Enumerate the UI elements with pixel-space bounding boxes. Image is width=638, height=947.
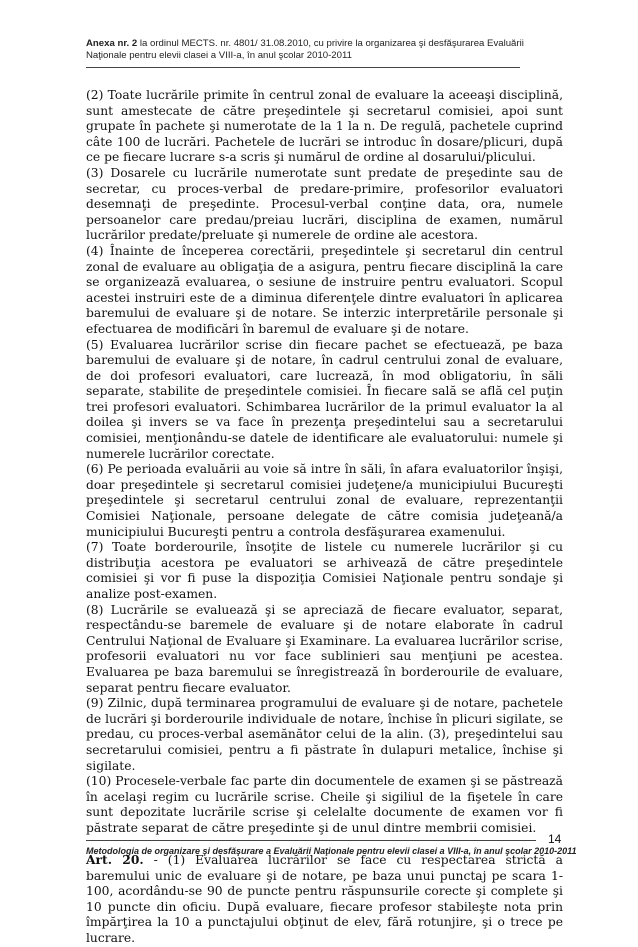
paragraph-4: (4) Înainte de începerea corectării, preşedintele şi secretarul din centrul zonal de evaluare au obligaţia de a asigura, pentru fiecare disciplină la care se organizează evaluarea, o sesiune de instruire pentru evaluatori. Scopul acestei instruiri este de a diminua diferenţele dintre evaluatori în aplicarea baremului de evaluare şi de notare. Se interzic interpretările personale şi efectuarea de modificări în baremul de evaluare şi de notare.: [86, 243, 563, 336]
paragraph-5: (5) Evaluarea lucrărilor scrise din fiecare pachet se efectuează, pe baza baremului de evaluare şi de notare, în cadrul centrului zonal de evaluare, de doi profesori evaluatori, care lucrează, în mod obligatoriu, în săli separate, stabilite de preşedintele comisiei. În fiecare sală se află cel puţin trei profesori evaluatori. Schimbarea lucrărilor de la primul evaluator la al doilea şi invers se va face în prezenţa preşedintelui sau a secretarului comisiei, menţionându-se datele de identificare ale evaluatorului: numele şi numerele lucrărilor corectate.: [86, 337, 563, 461]
paragraph-10: (10) Procesele-verbale fac parte din documentele de examen şi se păstrează în acelaşi regim cu lucrările scrise. Cheile şi sigiliul de la fişetele în care sunt depozitate lucrările scrise şi celelalte documente de examen vor fi păstrate separat de către preşedinte şi de unul dintre membrii comisiei.: [86, 774, 563, 835]
page-header: [86, 38, 556, 62]
paragraph-6: (6) Pe perioada evaluării au voie să intre în săli, în afara evaluatorilor înşişi, doar preşedintele şi secretarul comisiei judeţene/a municipiului Bucureşti preşedintele şi secretarul centrului zonal de evaluare, reprezentanţii Comisiei Naţionale, persoane delegate de către comisia judeţeană/a municipiului Bucureşti pentru a controla desfăşurarea examenului.: [86, 462, 563, 539]
paragraph-7: (7) Toate borderourile, însoţite de listele cu numerele lucrărilor şi cu distribuţia acestora pe evaluatori se arhivează de către preşedintele comisiei şi vor fi puse la dispoziţia Comisiei Naţionale pentru sondaje şi analize post-examen.: [86, 540, 563, 601]
article-20: [86, 852, 563, 947]
paragraph-9: (9) Zilnic, după terminarea programului de evaluare şi de notare, pachetele de lucrări şi borderourile individuale de notare, închise în plicuri sigilate, se predau, cu proces-verbal asemănător celui de la alin. (3), preşedintelui sau secretarului comisiei, pentru a fi păstrate în dulapuri metalice, închise şi sigilate.: [86, 696, 563, 773]
paragraph-3: (3) Dosarele cu lucrările numerotate sunt predate de preşedinte sau de secretar, cu proces-verbal de predare-primire, profesorilor evaluatori desemnaţi de preşedinte. Procesul-verbal conţine data, ora, numele persoanelor care predau/preiau lucrări, disciplina de examen, numărul lucrărilor predate/preluate şi numerele de ordine ale acestora.: [86, 165, 563, 243]
paragraph-2: (2) Toate lucrările primite în centrul zonal de evaluare la aceeaşi disciplină, sunt amestecate de către preşedintele şi secretarul comisiei, apoi sunt grupate în pachete şi numerotate de la 1 la n. De regulă, pachetele cuprind câte 100 de lucrări. Pachetele de lucrări se introduc în dosare/plicuri, după ce pe fiecare lucrare s-a scris şi numărul de ordine al dosarului/plicului.: [86, 88, 563, 165]
annex-label: Anexa nr. 2: [86, 38, 138, 49]
footer-title: Metodologia de organizare şi desfăşurare a Evaluării Naţionale pentru elevii clasei a VIII-a, în anul şcolar 2010-2011: [86, 846, 577, 856]
article-text: - (1) Evaluarea lucrărilor se face cu respectarea strictă a baremului unic de evaluare şi de notare, pe baza unui punctaj pe scara 1-100, acordându-se 90 de puncte pentru răspunsurile corecte şi complete şi 10 puncte din oficiu. După evaluare, fiecare profesor stabileşte nota prin împărţirea la 10 a punctajului obţinut de elev, fără rotunjire, şi o trece pe lucrare.: [86, 853, 563, 946]
document-body: [86, 88, 563, 947]
header-text: la ordinul MECTS. nr. 4801/ 31.08.2010, cu privire la organizarea şi desfăşurarea Evaluării Naţionale pentru elevii clasei a VIII-a, în anul şcolar 2010-2011: [86, 38, 524, 61]
article-label: Art. 20.: [86, 852, 144, 868]
page-number: 14: [548, 832, 562, 846]
footer-divider: [86, 840, 536, 841]
paragraph-8: (8) Lucrările se evaluează şi se apreciază de fiecare evaluator, separat, respectându-se baremele de evaluare şi de notare elaborate în cadrul Centrului Naţional de Evaluare şi Examinare. La evaluarea lucrărilor scrise, profesorii evaluatori nu vor face sublinieri sau menţiuni pe acestea. Evaluarea pe baza baremului se înregistrează în borderourile de evaluare, separat pentru fiecare evaluator.: [86, 602, 563, 695]
header-divider: [86, 67, 520, 68]
